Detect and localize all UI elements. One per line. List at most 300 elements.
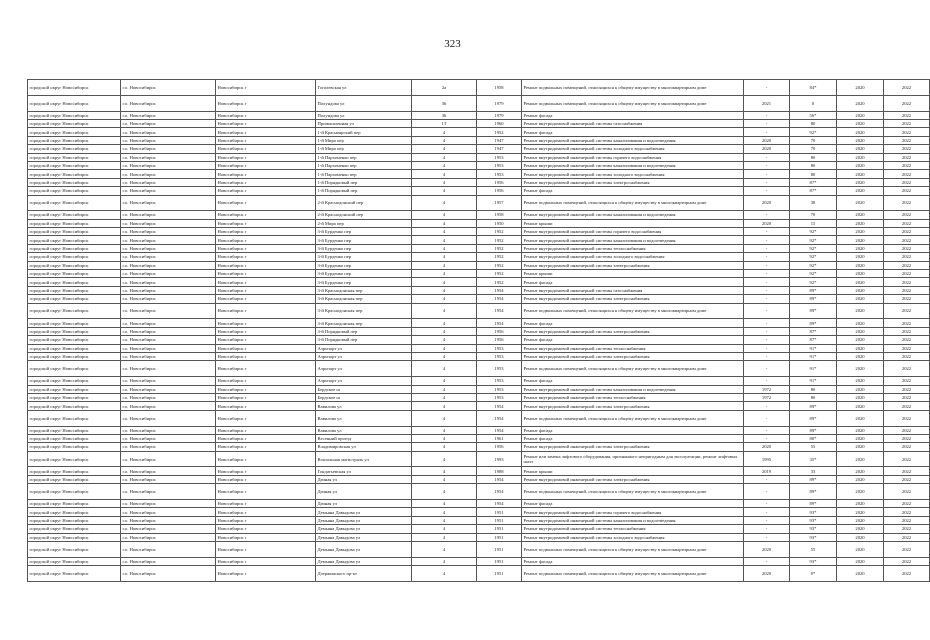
plan-end-year-cell: 2022 — [884, 410, 930, 426]
table-row — [28, 136, 930, 144]
table-row — [28, 566, 930, 582]
last-repair-year-cell: - — [744, 377, 790, 385]
table-row — [28, 443, 930, 451]
plan-start-year-cell: 2020 — [837, 525, 884, 533]
locality-cell: Новосибирск г — [216, 361, 316, 377]
municipality-cell: г.о. Новосибирск — [121, 211, 216, 219]
wear-percent-cell: 0* — [790, 566, 837, 582]
plan-end-year-cell: 2022 — [884, 244, 930, 252]
last-repair-year-cell: - — [744, 170, 790, 178]
build-year-cell: 1954 — [477, 319, 522, 327]
build-year-cell: 1954 — [477, 484, 522, 500]
table-row — [28, 484, 930, 500]
wear-percent-cell: 91* — [790, 377, 837, 385]
work-type-cell: Ремонт внутридомовой инженерной системы теплоснабжения — [522, 344, 744, 352]
table-row — [28, 336, 930, 344]
build-year-cell: 1956 — [477, 336, 522, 344]
street-cell: Полундова ул — [316, 95, 412, 111]
last-repair-year-cell: - — [744, 286, 790, 294]
work-type-cell: Ремонт внутридомовой инженерной системы электроснабжения — [522, 402, 744, 410]
build-year-cell: 1954 — [477, 295, 522, 303]
page-number: 323 — [444, 38, 461, 50]
municipality-cell: г.о. Новосибирск — [121, 278, 216, 286]
work-type-cell: Ремонт внутридомовой инженерной системы электроснабжения — [522, 261, 744, 269]
work-type-cell: Ремонт внутридомовой инженерной системы электроснабжения — [522, 295, 744, 303]
district-cell: городской округ Новосибирск — [28, 128, 121, 136]
wear-percent-cell: 91* — [790, 361, 837, 377]
locality-cell: Новосибирск г — [216, 402, 316, 410]
table-row — [28, 393, 930, 401]
plan-end-year-cell: 2022 — [884, 361, 930, 377]
wear-percent-cell: 0 — [790, 95, 837, 111]
wear-percent-cell: 87* — [790, 336, 837, 344]
last-repair-year-cell: - — [744, 295, 790, 303]
house-cell: 4 — [412, 402, 477, 410]
plan-end-year-cell: 2022 — [884, 128, 930, 136]
plan-start-year-cell: 2020 — [837, 542, 884, 558]
locality-cell: Новосибирск г — [216, 261, 316, 269]
wear-percent-cell: 93* — [790, 525, 837, 533]
last-repair-year-cell: - — [744, 228, 790, 236]
plan-start-year-cell: 2020 — [837, 319, 884, 327]
last-repair-year-cell: - — [744, 128, 790, 136]
house-cell: 4 — [412, 161, 477, 169]
district-cell: городской округ Новосибирск — [28, 286, 121, 294]
work-type-cell: Ремонт или замена лифтового оборудования, признанного непригодным для эксплуатации, ремонт лифтовых шахт — [522, 451, 744, 467]
plan-start-year-cell: 2020 — [837, 187, 884, 195]
last-repair-year-cell: - — [744, 80, 790, 96]
district-cell: городской округ Новосибирск — [28, 525, 121, 533]
street-cell: Вавилова ул — [316, 426, 412, 434]
build-year-cell: 1979 — [477, 111, 522, 119]
last-repair-year-cell: - — [744, 525, 790, 533]
street-cell: 1-й Пархоменко пер — [316, 161, 412, 169]
district-cell: городской округ Новосибирск — [28, 319, 121, 327]
wear-percent-cell: 80 — [790, 170, 837, 178]
street-cell: 1-й Мира пер — [316, 136, 412, 144]
plan-end-year-cell: 2022 — [884, 377, 930, 385]
work-type-cell: Ремонт внутридомовой инженерной системы горячего водоснабжения — [522, 153, 744, 161]
repair-schedule-table — [27, 79, 930, 582]
plan-start-year-cell: 2020 — [837, 145, 884, 153]
wear-percent-cell: 55 — [790, 443, 837, 451]
last-repair-year-cell: - — [744, 484, 790, 500]
municipality-cell: г.о. Новосибирск — [121, 426, 216, 434]
table-row — [28, 475, 930, 483]
house-cell: 4 — [412, 211, 477, 219]
plan-end-year-cell: 2022 — [884, 319, 930, 327]
plan-end-year-cell: 2022 — [884, 187, 930, 195]
locality-cell: Новосибирск г — [216, 219, 316, 227]
plan-end-year-cell: 2022 — [884, 261, 930, 269]
table-row — [28, 377, 930, 385]
plan-start-year-cell: 2020 — [837, 161, 884, 169]
locality-cell: Новосибирск г — [216, 136, 316, 144]
table-row — [28, 303, 930, 319]
table-row — [28, 508, 930, 516]
table-row — [28, 319, 930, 327]
table-row — [28, 327, 930, 335]
plan-end-year-cell: 2022 — [884, 393, 930, 401]
street-cell: 1-й Порядковый пер — [316, 178, 412, 186]
plan-start-year-cell: 2020 — [837, 80, 884, 96]
district-cell: городской округ Новосибирск — [28, 195, 121, 211]
build-year-cell: 1988 — [477, 467, 522, 475]
plan-start-year-cell: 2020 — [837, 467, 884, 475]
build-year-cell: 1953 — [477, 393, 522, 401]
table-row — [28, 352, 930, 360]
table-row — [28, 128, 930, 136]
table-row — [28, 228, 930, 236]
district-cell: городской округ Новосибирск — [28, 516, 121, 524]
district-cell: городской округ Новосибирск — [28, 385, 121, 393]
house-cell: 4 — [412, 557, 477, 565]
wear-percent-cell: 91* — [790, 352, 837, 360]
locality-cell: Новосибирск г — [216, 385, 316, 393]
work-type-cell: Ремонт фасада — [522, 336, 744, 344]
plan-start-year-cell: 2020 — [837, 533, 884, 541]
plan-start-year-cell: 2020 — [837, 178, 884, 186]
table-row — [28, 344, 930, 352]
build-year-cell: 1952 — [477, 244, 522, 252]
municipality-cell: г.о. Новосибирск — [121, 228, 216, 236]
municipality-cell: г.о. Новосибирск — [121, 361, 216, 377]
build-year-cell: 1951 — [477, 566, 522, 582]
locality-cell: Новосибирск г — [216, 195, 316, 211]
street-cell: Дзержинского пр-кт — [316, 566, 412, 582]
build-year-cell: 1951 — [477, 525, 522, 533]
last-repair-year-cell: - — [744, 303, 790, 319]
street-cell: Демьяна Давыдова ул — [316, 516, 412, 524]
last-repair-year-cell: - — [744, 533, 790, 541]
table-row — [28, 111, 930, 119]
street-cell: Аэропорт ул — [316, 377, 412, 385]
district-cell: городской округ Новосибирск — [28, 542, 121, 558]
plan-end-year-cell: 2022 — [884, 385, 930, 393]
house-cell: 4 — [412, 508, 477, 516]
street-cell: Промышленная ул — [316, 119, 412, 127]
work-type-cell: Ремонт внутридомовой инженерной системы горячего водоснабжения — [522, 228, 744, 236]
municipality-cell: г.о. Новосибирск — [121, 508, 216, 516]
plan-start-year-cell: 2020 — [837, 303, 884, 319]
plan-end-year-cell: 2022 — [884, 426, 930, 434]
build-year-cell: 1956 — [477, 327, 522, 335]
work-type-cell: Ремонт фасада — [522, 278, 744, 286]
plan-end-year-cell: 2022 — [884, 119, 930, 127]
plan-start-year-cell: 2020 — [837, 153, 884, 161]
work-type-cell: Ремонт внутридомовой инженерной системы газоснабжения — [522, 119, 744, 127]
locality-cell: Новосибирск г — [216, 319, 316, 327]
work-type-cell: Ремонт внутридомовой инженерной системы горячего водоснабжения — [522, 508, 744, 516]
district-cell: городской округ Новосибирск — [28, 187, 121, 195]
last-repair-year-cell: - — [744, 508, 790, 516]
municipality-cell: г.о. Новосибирск — [121, 377, 216, 385]
street-cell: 3-й Краснодонская пер — [316, 295, 412, 303]
build-year-cell: 1953 — [477, 352, 522, 360]
last-repair-year-cell: - — [744, 475, 790, 483]
work-type-cell: Ремонт крыши — [522, 270, 744, 278]
work-type-cell: Ремонт внутридомовой инженерной системы газоснабжения — [522, 286, 744, 294]
plan-start-year-cell: 2020 — [837, 434, 884, 442]
last-repair-year-cell: - — [744, 244, 790, 252]
house-cell: 2а — [412, 80, 477, 96]
plan-end-year-cell: 2022 — [884, 443, 930, 451]
build-year-cell: 1954 — [477, 426, 522, 434]
street-cell: Демьяна Давыдова ул — [316, 508, 412, 516]
street-cell: Демьяна Давыдова ул — [316, 557, 412, 565]
wear-percent-cell: 35* — [790, 451, 837, 467]
plan-end-year-cell: 2022 — [884, 475, 930, 483]
work-type-cell: Ремонт внутридомовой инженерной системы теплоснабжения — [522, 525, 744, 533]
house-cell: 4 — [412, 484, 477, 500]
build-year-cell: 1953 — [477, 161, 522, 169]
last-repair-year-cell: 2020 — [744, 136, 790, 144]
house-cell: 4 — [412, 475, 477, 483]
house-cell: 4 — [412, 128, 477, 136]
last-repair-year-cell: - — [744, 187, 790, 195]
municipality-cell: г.о. Новосибирск — [121, 542, 216, 558]
district-cell: городской округ Новосибирск — [28, 270, 121, 278]
plan-start-year-cell: 2020 — [837, 295, 884, 303]
street-cell: 1-й Порядковый пер — [316, 187, 412, 195]
table-row — [28, 187, 930, 195]
municipality-cell: г.о. Новосибирск — [121, 128, 216, 136]
municipality-cell: г.о. Новосибирск — [121, 161, 216, 169]
last-repair-year-cell: - — [744, 327, 790, 335]
locality-cell: Новосибирск г — [216, 434, 316, 442]
table-row — [28, 426, 930, 434]
wear-percent-cell: 92* — [790, 270, 837, 278]
street-cell: 3-й Бурденко пер — [316, 278, 412, 286]
locality-cell: Новосибирск г — [216, 178, 316, 186]
municipality-cell: г.о. Новосибирск — [121, 475, 216, 483]
house-cell: 4 — [412, 219, 477, 227]
street-cell: 2-й Краснодонский пер — [316, 195, 412, 211]
build-year-cell: 1951 — [477, 533, 522, 541]
wear-percent-cell: 70 — [790, 136, 837, 144]
municipality-cell: г.о. Новосибирск — [121, 319, 216, 327]
plan-start-year-cell: 2020 — [837, 228, 884, 236]
plan-start-year-cell: 2020 — [837, 484, 884, 500]
locality-cell: Новосибирск г — [216, 508, 316, 516]
plan-end-year-cell: 2022 — [884, 484, 930, 500]
plan-end-year-cell: 2022 — [884, 145, 930, 153]
house-cell: 4 — [412, 467, 477, 475]
work-type-cell: Ремонт внутридомовой инженерной системы холодного водоснабжения — [522, 533, 744, 541]
plan-start-year-cell: 2020 — [837, 402, 884, 410]
build-year-cell: 1952 — [477, 236, 522, 244]
municipality-cell: г.о. Новосибирск — [121, 557, 216, 565]
street-cell: Гоголевская ул — [316, 80, 412, 96]
wear-percent-cell: 70 — [790, 145, 837, 153]
house-cell: 4 — [412, 377, 477, 385]
table-row — [28, 153, 930, 161]
locality-cell: Новосибирск г — [216, 426, 316, 434]
locality-cell: Новосибирск г — [216, 393, 316, 401]
wear-percent-cell: 70 — [790, 211, 837, 219]
municipality-cell: г.о. Новосибирск — [121, 484, 216, 500]
last-repair-year-cell: 2020 — [744, 145, 790, 153]
district-cell: городской округ Новосибирск — [28, 253, 121, 261]
last-repair-year-cell: 1972 — [744, 393, 790, 401]
plan-end-year-cell: 2022 — [884, 219, 930, 227]
district-cell: городской округ Новосибирск — [28, 475, 121, 483]
plan-end-year-cell: 2022 — [884, 111, 930, 119]
district-cell: городской округ Новосибирск — [28, 434, 121, 442]
work-type-cell: Ремонт подвальных помещений, относящихся к общему имуществу в многоквартирном доме — [522, 361, 744, 377]
plan-end-year-cell: 2022 — [884, 566, 930, 582]
house-cell: 4 — [412, 270, 477, 278]
district-cell: городской округ Новосибирск — [28, 426, 121, 434]
locality-cell: Новосибирск г — [216, 253, 316, 261]
table-row — [28, 410, 930, 426]
district-cell: городской округ Новосибирск — [28, 228, 121, 236]
plan-start-year-cell: 2020 — [837, 244, 884, 252]
locality-cell: Новосибирск г — [216, 295, 316, 303]
municipality-cell: г.о. Новосибирск — [121, 80, 216, 96]
district-cell: городской округ Новосибирск — [28, 295, 121, 303]
plan-start-year-cell: 2020 — [837, 352, 884, 360]
municipality-cell: г.о. Новосибирск — [121, 327, 216, 335]
locality-cell: Новосибирск г — [216, 516, 316, 524]
municipality-cell: г.о. Новосибирск — [121, 119, 216, 127]
plan-end-year-cell: 2022 — [884, 270, 930, 278]
municipality-cell: г.о. Новосибирск — [121, 336, 216, 344]
build-year-cell: 1953 — [477, 344, 522, 352]
wear-percent-cell: 87* — [790, 327, 837, 335]
last-repair-year-cell: - — [744, 119, 790, 127]
street-cell: Дачная ул — [316, 484, 412, 500]
locality-cell: Новосибирск г — [216, 236, 316, 244]
last-repair-year-cell: - — [744, 361, 790, 377]
plan-start-year-cell: 2020 — [837, 516, 884, 524]
district-cell: городской округ Новосибирск — [28, 178, 121, 186]
locality-cell: Новосибирск г — [216, 80, 316, 96]
table-row — [28, 467, 930, 475]
work-type-cell: Ремонт крыши — [522, 467, 744, 475]
street-cell: Дачная ул — [316, 500, 412, 508]
locality-cell: Новосибирск г — [216, 327, 316, 335]
locality-cell: Новосибирск г — [216, 211, 316, 219]
municipality-cell: г.о. Новосибирск — [121, 533, 216, 541]
locality-cell: Новосибирск г — [216, 500, 316, 508]
house-cell: 4 — [412, 261, 477, 269]
wear-percent-cell: 80 — [790, 153, 837, 161]
district-cell: городской округ Новосибирск — [28, 361, 121, 377]
plan-end-year-cell: 2022 — [884, 327, 930, 335]
house-cell: 4 — [412, 286, 477, 294]
street-cell: 3-й Порядковый пер — [316, 336, 412, 344]
work-type-cell: Ремонт внутридомовой инженерной системы канализования и водоотведения — [522, 516, 744, 524]
last-repair-year-cell: - — [744, 319, 790, 327]
house-cell: 4 — [412, 443, 477, 451]
work-type-cell: Ремонт внутридомовой инженерной системы электроснабжения — [522, 475, 744, 483]
table-row — [28, 261, 930, 269]
plan-start-year-cell: 2020 — [837, 443, 884, 451]
wear-percent-cell: 80 — [790, 119, 837, 127]
municipality-cell: г.о. Новосибирск — [121, 500, 216, 508]
house-cell: 4 — [412, 516, 477, 524]
wear-percent-cell: 89* — [790, 475, 837, 483]
locality-cell: Новосибирск г — [216, 161, 316, 169]
district-cell: городской округ Новосибирск — [28, 161, 121, 169]
district-cell: городской округ Новосибирск — [28, 145, 121, 153]
wear-percent-cell: 93* — [790, 557, 837, 565]
district-cell: городской округ Новосибирск — [28, 451, 121, 467]
plan-start-year-cell: 2020 — [837, 336, 884, 344]
street-cell: Владимировская ул — [316, 443, 412, 451]
house-cell: 4 — [412, 361, 477, 377]
locality-cell: Новосибирск г — [216, 228, 316, 236]
district-cell: городской округ Новосибирск — [28, 95, 121, 111]
street-cell: 1-й Мира пер — [316, 145, 412, 153]
work-type-cell: Ремонт подвальных помещений, относящихся к общему имуществу в многоквартирном доме — [522, 195, 744, 211]
table-row — [28, 451, 930, 467]
table-row — [28, 170, 930, 178]
house-cell: 4 — [412, 410, 477, 426]
street-cell: 2-й Мира пер — [316, 219, 412, 227]
table-row — [28, 244, 930, 252]
plan-end-year-cell: 2022 — [884, 170, 930, 178]
street-cell: Вокзальная магистраль ул — [316, 451, 412, 467]
build-year-cell: 1952 — [477, 278, 522, 286]
street-cell: 3-й Бурденко пер — [316, 270, 412, 278]
street-cell: Демьяна Давыдова ул — [316, 525, 412, 533]
district-cell: городской округ Новосибирск — [28, 219, 121, 227]
plan-end-year-cell: 2022 — [884, 95, 930, 111]
municipality-cell: г.о. Новосибирск — [121, 187, 216, 195]
build-year-cell: 1947 — [477, 145, 522, 153]
street-cell: 3-й Краснодонская пер — [316, 303, 412, 319]
table-row — [28, 361, 930, 377]
table-row — [28, 161, 930, 169]
plan-end-year-cell: 2022 — [884, 286, 930, 294]
street-cell: 3-й Порядковый пер — [316, 327, 412, 335]
work-type-cell: Ремонт внутридомовой инженерной системы электроснабжения — [522, 352, 744, 360]
municipality-cell: г.о. Новосибирск — [121, 410, 216, 426]
table-row — [28, 286, 930, 294]
house-cell: 4 — [412, 327, 477, 335]
work-type-cell: Ремонт подвальных помещений, относящихся к общему имуществу в многоквартирном доме — [522, 95, 744, 111]
work-type-cell: Ремонт фасада — [522, 319, 744, 327]
work-type-cell: Ремонт внутридомовой инженерной системы электроснабжения — [522, 178, 744, 186]
district-cell: городской округ Новосибирск — [28, 508, 121, 516]
plan-start-year-cell: 2020 — [837, 410, 884, 426]
wear-percent-cell: 89* — [790, 286, 837, 294]
work-type-cell: Ремонт фасада — [522, 111, 744, 119]
house-cell: 4 — [412, 344, 477, 352]
street-cell: Демьяна Давыдова ул — [316, 542, 412, 558]
plan-end-year-cell: 2022 — [884, 557, 930, 565]
table-row — [28, 557, 930, 565]
build-year-cell: 1958 — [477, 80, 522, 96]
street-cell: Аэропорт ул — [316, 361, 412, 377]
work-type-cell: Ремонт крыши — [522, 219, 744, 227]
municipality-cell: г.о. Новосибирск — [121, 178, 216, 186]
wear-percent-cell: 89* — [790, 303, 837, 319]
build-year-cell: 1951 — [477, 516, 522, 524]
district-cell: городской округ Новосибирск — [28, 443, 121, 451]
locality-cell: Новосибирск г — [216, 336, 316, 344]
plan-start-year-cell: 2020 — [837, 95, 884, 111]
street-cell: 1-й Красноярский пер — [316, 128, 412, 136]
table-row — [28, 278, 930, 286]
wear-percent-cell: 93* — [790, 508, 837, 516]
house-cell: 4 — [412, 170, 477, 178]
street-cell: Вавилова ул — [316, 402, 412, 410]
plan-end-year-cell: 2022 — [884, 303, 930, 319]
municipality-cell: г.о. Новосибирск — [121, 525, 216, 533]
